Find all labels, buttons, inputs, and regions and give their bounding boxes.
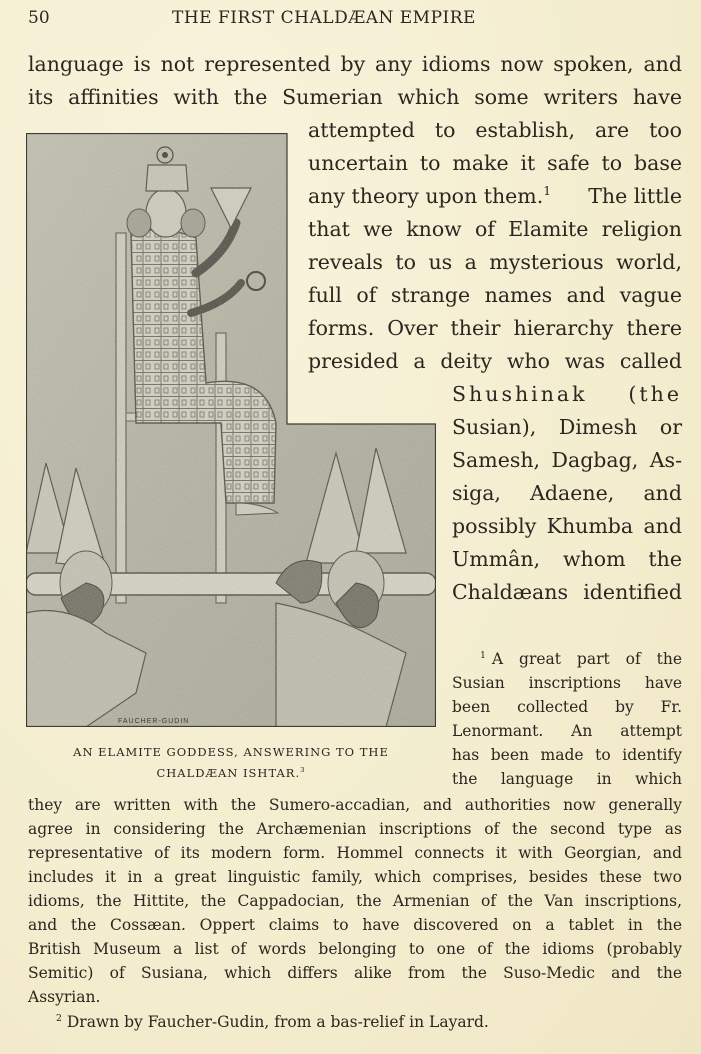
body-line: full of strange names and vague bbox=[308, 283, 682, 307]
footnote-1-line: idioms, the Hittite, the Cappadocian, the Armenian of the Van inscriptions, bbox=[28, 892, 682, 910]
body-line: forms. Over their hierarchy there bbox=[308, 316, 682, 340]
footnote-1-line: Assyrian. bbox=[28, 988, 101, 1006]
footnote-marker-2: 2 bbox=[56, 1012, 62, 1024]
footnote-text: A great part of the bbox=[491, 650, 682, 668]
footnote-1-line: agree in considering the Archæmenian inscriptions of the second type as bbox=[28, 820, 682, 838]
body-line: Susian), Dimesh or bbox=[452, 415, 682, 439]
body-text: any theory upon them. bbox=[308, 184, 544, 208]
body-line: Shushinak (the bbox=[452, 382, 682, 406]
footnote-1-line: been collected by Fr. bbox=[452, 698, 682, 716]
body-line: uncertain to make it safe to base bbox=[308, 151, 682, 175]
body-line: Chaldæans identified bbox=[452, 580, 682, 604]
bas-relief-illustration bbox=[26, 133, 436, 727]
footnote-marker-1: 1 bbox=[480, 649, 486, 661]
body-line: language is not represented by any idioms now spoken, and bbox=[28, 52, 682, 76]
figure-caption-line1: AN ELAMITE GODDESS, ANSWERING TO THE bbox=[73, 745, 389, 759]
footnote-1-line: and the Cossæan. Oppert claims to have discovered on a tablet in the bbox=[28, 916, 682, 934]
running-title: THE FIRST CHALDÆAN EMPIRE bbox=[172, 8, 476, 28]
footnote-2 bbox=[56, 1013, 489, 1031]
body-line: its affinities with the Sumerian which some writers have bbox=[28, 85, 682, 109]
footnote-1-line: the language in which bbox=[452, 770, 682, 788]
footnote-text: Drawn by Faucher-Gudin, from a bas-relief in Layard. bbox=[66, 1013, 489, 1031]
footnote-1-line: British Museum a list of words belonging to one of the idioms (probably bbox=[28, 940, 682, 958]
body-line: attempted to establish, are too bbox=[308, 118, 682, 142]
figure-elamite-goddess bbox=[26, 133, 436, 727]
footnote-ref-3[interactable]: 3 bbox=[300, 766, 306, 775]
body-line: Ummân, whom the bbox=[452, 547, 682, 571]
footnote-1-line bbox=[452, 650, 682, 668]
footnote-1-line: includes it in a great linguistic family, which comprises, besides these two bbox=[28, 868, 682, 886]
footnote-1-line: has been made to identify bbox=[452, 746, 682, 764]
body-line: siga, Adaene, and bbox=[452, 481, 682, 505]
footnote-1-line: they are written with the Sumero-accadian, and authorities now generally bbox=[28, 796, 682, 814]
footnote-1-line: Susian inscriptions have bbox=[452, 674, 682, 692]
footnote-ref-1[interactable]: 1 bbox=[543, 184, 552, 199]
body-line: possibly Khumba and bbox=[452, 514, 682, 538]
page-number: 50 bbox=[28, 8, 50, 28]
engraver-signature: FAUCHER-GUDIN bbox=[118, 718, 190, 725]
caption-text: CHALDÆAN ISHTAR. bbox=[156, 766, 301, 780]
footnote-1-line: representative of its modern form. Hommel connects it with Georgian, and bbox=[28, 844, 682, 862]
body-line: reveals to us a mysterious world, bbox=[308, 250, 682, 274]
figure-caption-line2 bbox=[26, 766, 436, 780]
body-line: Samesh, Dagbag, As- bbox=[452, 448, 682, 472]
body-line: that we know of Elamite religion bbox=[308, 217, 682, 241]
body-text: The little bbox=[588, 184, 682, 208]
footnote-1-line: Semitic) of Susiana, which differs alike from the Suso-Medic and the bbox=[28, 964, 682, 982]
footnote-1-line: Lenormant. An attempt bbox=[452, 722, 682, 740]
body-line: presided a deity who was called bbox=[308, 349, 682, 373]
